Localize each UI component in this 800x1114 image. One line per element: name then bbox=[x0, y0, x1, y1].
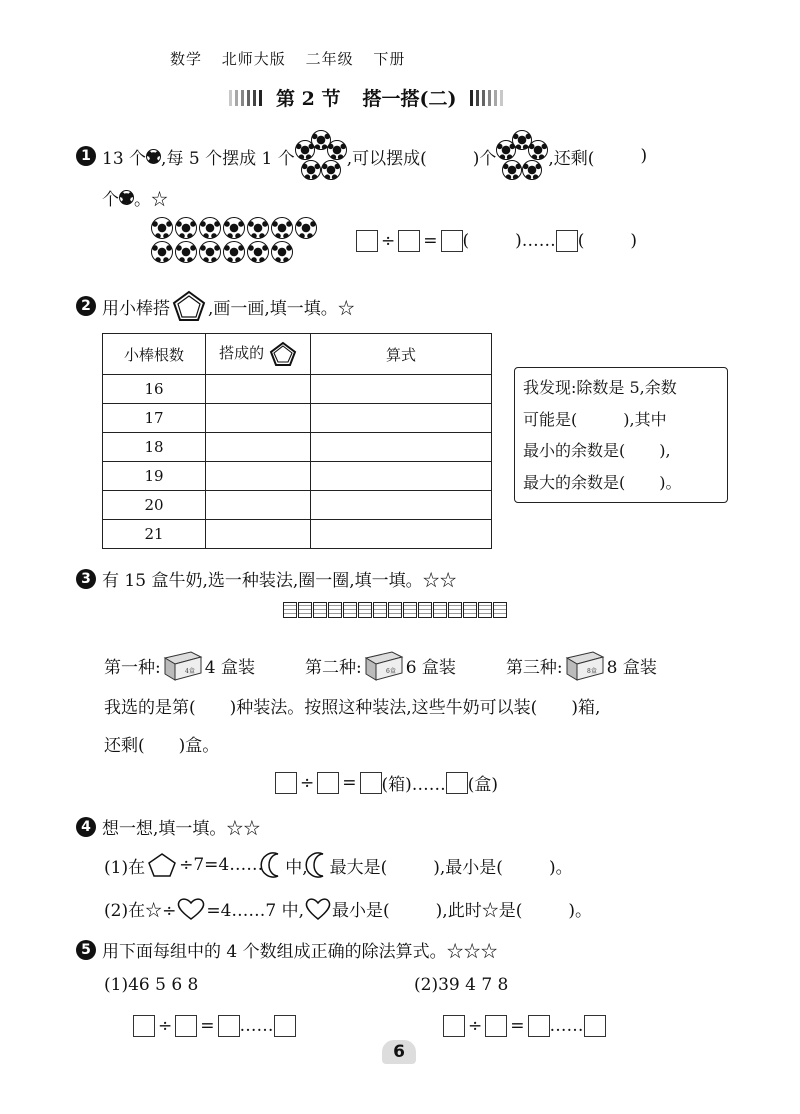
decor-bars-right bbox=[470, 90, 503, 106]
milk-carton-icon bbox=[283, 602, 297, 618]
crate-label: 8盒 bbox=[586, 668, 597, 675]
ellipsis: …… bbox=[239, 1016, 274, 1036]
q1-part4: )个 bbox=[472, 148, 497, 169]
remain-text: 还剩( bbox=[104, 736, 145, 756]
decor-bars-left bbox=[229, 90, 262, 106]
note-line-1: 我发现:除数是 5,余数 bbox=[523, 378, 677, 397]
built-count-cell[interactable] bbox=[206, 491, 311, 520]
table-header-row bbox=[103, 334, 492, 375]
q3-text: 有 15 盒牛奶,选一种装法,圈一圈,填一填。☆☆ bbox=[102, 571, 457, 591]
q2-number: 2 bbox=[76, 296, 96, 316]
stick-count: 16 bbox=[103, 375, 206, 404]
ball-cluster-icon bbox=[295, 130, 347, 182]
q4-text: 中, bbox=[285, 857, 308, 878]
q3-choice-line bbox=[104, 693, 600, 718]
stick-count: 20 bbox=[103, 491, 206, 520]
crate-label: 4盒 bbox=[184, 668, 195, 675]
built-count-cell[interactable] bbox=[206, 433, 311, 462]
note-text: ), bbox=[659, 441, 671, 460]
milk-carton-icon bbox=[313, 602, 327, 618]
milk-carton-icon bbox=[463, 602, 477, 618]
q3-equation bbox=[275, 770, 498, 795]
option-2-text: 6 盒装 bbox=[405, 657, 456, 678]
q4-text: 想一想,填一填。☆☆ bbox=[102, 819, 261, 839]
milk-carton-icon bbox=[388, 602, 402, 618]
answer-box[interactable] bbox=[485, 1015, 507, 1037]
moon-icon bbox=[263, 852, 285, 878]
option-3-text: 8 盒装 bbox=[606, 657, 657, 678]
soccer-ball-icon bbox=[119, 190, 134, 205]
formula-cell[interactable] bbox=[311, 375, 492, 404]
q1-part2: ,每 5 个摆成 1 个 bbox=[161, 148, 295, 169]
q5-group-1: (1)46 5 6 8 bbox=[104, 975, 199, 995]
page-number: 6 bbox=[382, 1040, 416, 1064]
milk-carton-icon bbox=[328, 602, 342, 618]
q2-prefix: 用小棒搭 bbox=[102, 298, 170, 319]
moon-icon bbox=[308, 852, 330, 878]
soccer-ball-icon bbox=[247, 217, 269, 239]
crate-6-icon bbox=[362, 648, 406, 682]
note-line-4 bbox=[523, 467, 719, 499]
q3-number: 3 bbox=[76, 569, 96, 589]
heart-icon bbox=[176, 897, 206, 921]
formula-cell[interactable] bbox=[311, 491, 492, 520]
milk-carton-icon bbox=[433, 602, 447, 618]
option-1-text: 4 盒装 bbox=[204, 657, 255, 678]
q4-line bbox=[76, 814, 260, 839]
paren-open: ( bbox=[577, 231, 585, 251]
q2-table bbox=[102, 333, 492, 549]
q1-line2-text: 个 bbox=[102, 190, 119, 210]
q1-line1 bbox=[76, 130, 647, 182]
q5-equation-2 bbox=[443, 1015, 606, 1037]
q5-number: 5 bbox=[76, 940, 96, 960]
ball-cluster-icon bbox=[496, 130, 548, 182]
milk-cartons-group bbox=[283, 602, 508, 622]
formula-cell[interactable] bbox=[311, 462, 492, 491]
stick-count: 17 bbox=[103, 404, 206, 433]
q4-text: ),此时☆是( bbox=[435, 901, 523, 921]
col-built bbox=[206, 334, 311, 375]
q4-number: 4 bbox=[76, 817, 96, 837]
formula-cell[interactable] bbox=[311, 433, 492, 462]
answer-box[interactable] bbox=[398, 230, 420, 252]
subject: 数学 bbox=[170, 50, 203, 68]
q1-line2 bbox=[102, 185, 168, 210]
q4-text: =4……7 中, bbox=[206, 901, 305, 921]
unit-text: (盒) bbox=[467, 775, 499, 795]
q4-text: ),最小是( bbox=[433, 857, 503, 878]
q5-line bbox=[76, 937, 498, 962]
milk-carton-icon bbox=[298, 602, 312, 618]
milk-carton-icon bbox=[373, 602, 387, 618]
built-count-cell[interactable] bbox=[206, 520, 311, 549]
milk-carton-icon bbox=[478, 602, 492, 618]
soccer-ball-icon bbox=[247, 241, 269, 263]
q3-remain-line bbox=[104, 731, 219, 756]
soccer-ball-icon bbox=[199, 217, 221, 239]
soccer-ball-icon bbox=[151, 217, 173, 239]
crate-4-icon bbox=[161, 648, 205, 682]
soccer-ball-icon bbox=[175, 217, 197, 239]
soccer-ball-icon bbox=[295, 217, 317, 239]
equals-sign: = bbox=[423, 231, 438, 251]
q3-line bbox=[76, 566, 457, 591]
milk-carton-icon bbox=[418, 602, 432, 618]
section-number: 第 2 节 bbox=[276, 88, 341, 110]
pentagon-icon bbox=[269, 341, 297, 367]
note-line-3 bbox=[523, 435, 719, 467]
answer-box[interactable] bbox=[275, 772, 297, 794]
soccer-ball-icon bbox=[146, 149, 161, 164]
answer-box[interactable] bbox=[133, 1015, 155, 1037]
soccer-ball-icon bbox=[151, 241, 173, 263]
pentagon-icon bbox=[147, 852, 177, 878]
answer-box[interactable] bbox=[317, 772, 339, 794]
equals-sign: = bbox=[342, 772, 357, 793]
q4-text: )。 bbox=[548, 857, 573, 878]
soccer-ball-icon bbox=[199, 241, 221, 263]
equals-sign: = bbox=[510, 1016, 525, 1036]
soccer-ball-icon bbox=[223, 241, 245, 263]
note-text: 最大的余数是( bbox=[523, 472, 626, 492]
option-2-label: 第二种: bbox=[304, 657, 362, 678]
built-count-cell[interactable] bbox=[206, 462, 311, 491]
answer-box[interactable] bbox=[175, 1015, 197, 1037]
table-row bbox=[103, 491, 492, 520]
answer-box[interactable] bbox=[360, 772, 382, 794]
equals-sign: = bbox=[200, 1016, 215, 1036]
milk-carton-icon bbox=[403, 602, 417, 618]
q5-group-2: (2)39 4 7 8 bbox=[414, 975, 509, 995]
stick-count: 18 bbox=[103, 433, 206, 462]
answer-box[interactable] bbox=[584, 1015, 606, 1037]
soccer-ball-icon bbox=[175, 241, 197, 263]
milk-carton-icon bbox=[493, 602, 507, 618]
answer-box[interactable] bbox=[441, 230, 463, 252]
note-text: ),其中 bbox=[623, 409, 667, 429]
q4-text: )。 bbox=[568, 901, 592, 921]
soccer-ball-icon bbox=[271, 217, 293, 239]
choice-text: )种装法。按照这种装法,这些牛奶可以装( bbox=[229, 698, 538, 718]
col-formula: 算式 bbox=[311, 334, 492, 375]
paren-close: )…… bbox=[515, 231, 556, 251]
book-header bbox=[170, 48, 419, 69]
table-row bbox=[103, 520, 492, 549]
q4-text: ÷7=4…… bbox=[179, 855, 264, 875]
table-row bbox=[103, 404, 492, 433]
q1-line2-end: 。☆ bbox=[134, 190, 168, 210]
milk-carton-icon bbox=[343, 602, 357, 618]
note-line-2 bbox=[523, 404, 719, 436]
remain-text: )盒。 bbox=[178, 736, 220, 756]
q1-part1: 13 个 bbox=[102, 148, 147, 169]
q1-equation bbox=[356, 230, 637, 252]
heart-icon bbox=[304, 897, 332, 921]
ellipsis: …… bbox=[549, 1016, 584, 1036]
pentagon-icon bbox=[172, 290, 206, 322]
col-built-label: 搭成的 bbox=[219, 344, 265, 362]
table-row bbox=[103, 375, 492, 404]
table-row bbox=[103, 433, 492, 462]
edition: 北师大版 bbox=[221, 50, 286, 68]
section-name: 搭一搭(二) bbox=[362, 88, 457, 110]
answer-box[interactable] bbox=[528, 1015, 550, 1037]
paren-close: ) bbox=[630, 231, 638, 251]
note-text: 可能是( bbox=[523, 409, 578, 429]
q4-part1 bbox=[104, 852, 573, 878]
divide-sign: ÷ bbox=[468, 1016, 483, 1036]
q2-line bbox=[76, 290, 355, 322]
q2-suffix: ,画一画,填一填。☆ bbox=[208, 298, 355, 319]
crate-8-icon bbox=[563, 648, 607, 682]
q5-text: 用下面每组中的 4 个数组成正确的除法算式。☆☆☆ bbox=[102, 942, 498, 962]
built-count-cell[interactable] bbox=[206, 375, 311, 404]
option-1-label: 第一种: bbox=[104, 657, 161, 678]
answer-box[interactable] bbox=[356, 230, 378, 252]
q4-text: 最小是( bbox=[332, 901, 390, 921]
soccer-ball-icon bbox=[223, 217, 245, 239]
choice-text: )箱, bbox=[571, 698, 601, 718]
milk-carton-icon bbox=[358, 602, 372, 618]
q1-part6: ) bbox=[640, 146, 648, 166]
q1-part5: ,还剩( bbox=[548, 148, 595, 169]
formula-cell[interactable] bbox=[311, 404, 492, 433]
answer-box[interactable] bbox=[446, 772, 468, 794]
answer-box[interactable] bbox=[556, 230, 578, 252]
answer-box[interactable] bbox=[274, 1015, 296, 1037]
paren-open: ( bbox=[462, 231, 470, 251]
q3-options bbox=[104, 648, 657, 682]
stick-count: 21 bbox=[103, 520, 206, 549]
col-sticks: 小棒根数 bbox=[103, 334, 206, 375]
grade: 二年级 bbox=[305, 50, 354, 68]
q1-number: 1 bbox=[76, 146, 96, 166]
note-text: 最小的余数是( bbox=[523, 441, 626, 460]
q4-text: (2)在☆÷ bbox=[104, 901, 177, 921]
note-text: )。 bbox=[659, 472, 682, 492]
q4-part2 bbox=[104, 896, 592, 921]
table-row bbox=[103, 462, 492, 491]
volume: 下册 bbox=[373, 50, 406, 68]
divide-sign: ÷ bbox=[300, 772, 315, 793]
built-count-cell[interactable] bbox=[206, 404, 311, 433]
milk-carton-icon bbox=[448, 602, 462, 618]
crate-label: 6盒 bbox=[385, 668, 396, 675]
choice-text: 我选的是第( bbox=[104, 698, 196, 718]
unit-text: (箱)…… bbox=[381, 775, 446, 795]
section-title bbox=[215, 84, 517, 111]
soccer-balls-group bbox=[150, 216, 320, 264]
q4-text: (1)在 bbox=[104, 857, 146, 878]
answer-box[interactable] bbox=[218, 1015, 240, 1037]
discovery-box bbox=[514, 367, 728, 503]
q1-part3: ,可以摆成( bbox=[346, 148, 427, 169]
q5-equation-1 bbox=[133, 1015, 296, 1037]
divide-sign: ÷ bbox=[158, 1016, 173, 1036]
soccer-ball-icon bbox=[271, 241, 293, 263]
answer-box[interactable] bbox=[443, 1015, 465, 1037]
formula-cell[interactable] bbox=[311, 520, 492, 549]
option-3-label: 第三种: bbox=[505, 657, 563, 678]
divide-sign: ÷ bbox=[381, 231, 396, 251]
q4-text: 最大是( bbox=[329, 857, 388, 878]
stick-count: 19 bbox=[103, 462, 206, 491]
